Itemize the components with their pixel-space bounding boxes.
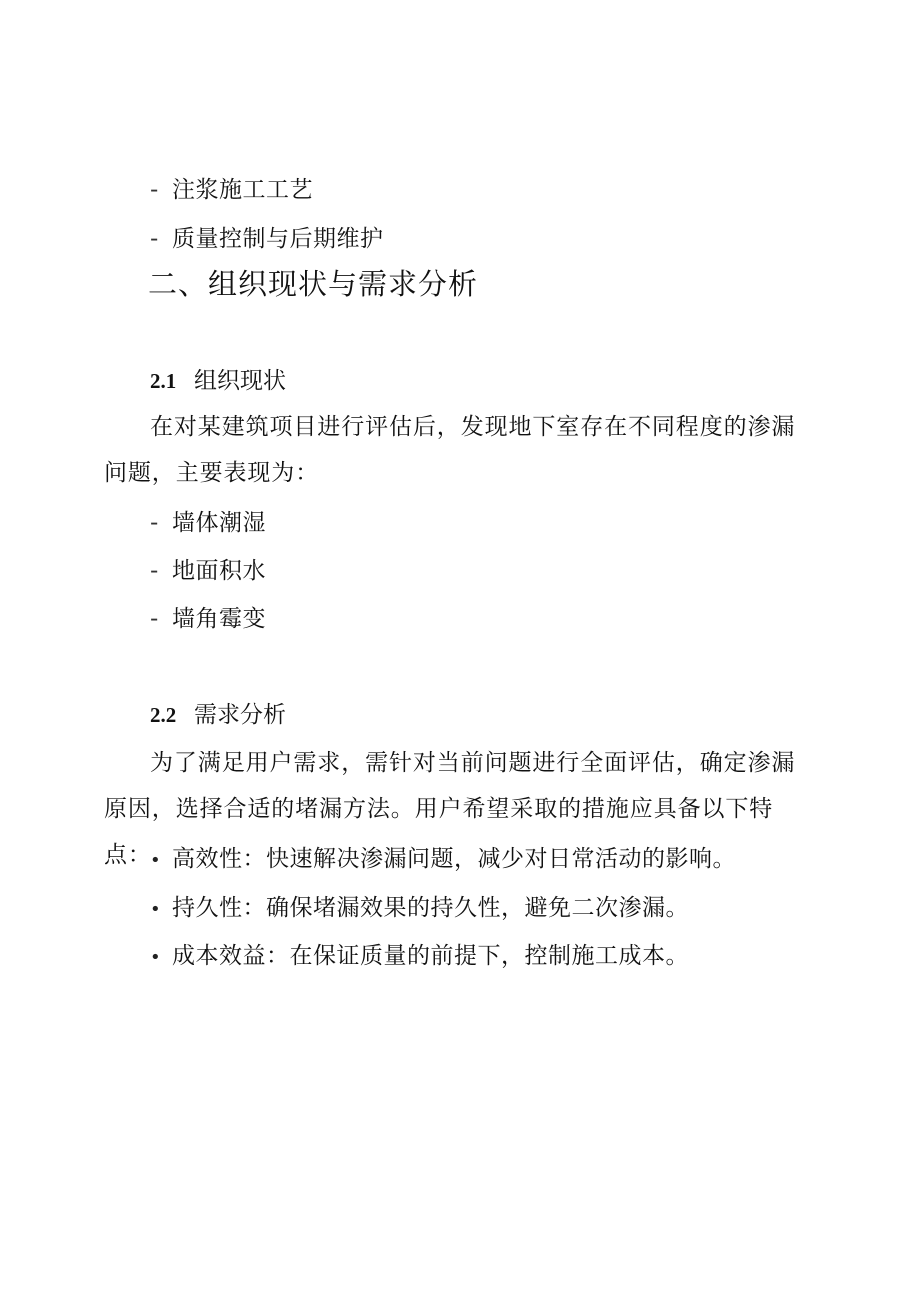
subsection-title: 需求分析: [194, 702, 286, 728]
list-item: [150, 844, 736, 876]
list-item-text: 墙体潮湿: [172, 510, 266, 536]
list-item: [150, 556, 266, 586]
list-item-text: 成本效益：在保证质量的前提下，控制施工成本。: [172, 943, 689, 969]
section-heading: 二、组织现状与需求分析: [148, 267, 479, 301]
list-item-text: 注浆施工工艺: [172, 177, 313, 203]
subsection-heading-2-2: [150, 700, 286, 730]
subsection-number: 2.2: [150, 703, 177, 727]
list-item-text: 墙角霉变: [172, 606, 266, 632]
list-item: [150, 604, 266, 634]
list-item: [150, 893, 689, 925]
subsection-title: 组织现状: [194, 368, 286, 394]
list-item: [150, 224, 384, 254]
list-marker: -: [150, 177, 159, 203]
bullet-marker: •: [150, 850, 162, 871]
list-item-text: 质量控制与后期维护: [172, 226, 384, 252]
list-item-text: 高效性：快速解决渗漏问题，减少对日常活动的影响。: [172, 846, 736, 872]
list-marker: -: [150, 606, 159, 632]
bullet-marker: •: [150, 947, 162, 968]
list-marker: -: [150, 226, 159, 252]
list-item-text: 持久性：确保堵漏效果的持久性，避免二次渗漏。: [172, 895, 689, 921]
subsection-number: 2.1: [150, 369, 177, 393]
list-item: [150, 941, 689, 973]
list-item: [150, 175, 313, 205]
paragraph-2-2: 为了满足用户需求，需针对当前问题进行全面评估，确定渗漏原因，选择合适的堵漏方法。用户希望采取的措施应具备以下特点：: [104, 750, 796, 868]
list-item: [150, 508, 266, 538]
list-marker: -: [150, 558, 159, 584]
subsection-heading-2-1: [150, 366, 286, 396]
list-marker: -: [150, 510, 159, 536]
paragraph-2-1: 在对某建筑项目进行评估后，发现地下室存在不同程度的渗漏问题，主要表现为：: [104, 414, 796, 486]
bullet-marker: •: [150, 899, 162, 920]
list-item-text: 地面积水: [172, 558, 266, 584]
